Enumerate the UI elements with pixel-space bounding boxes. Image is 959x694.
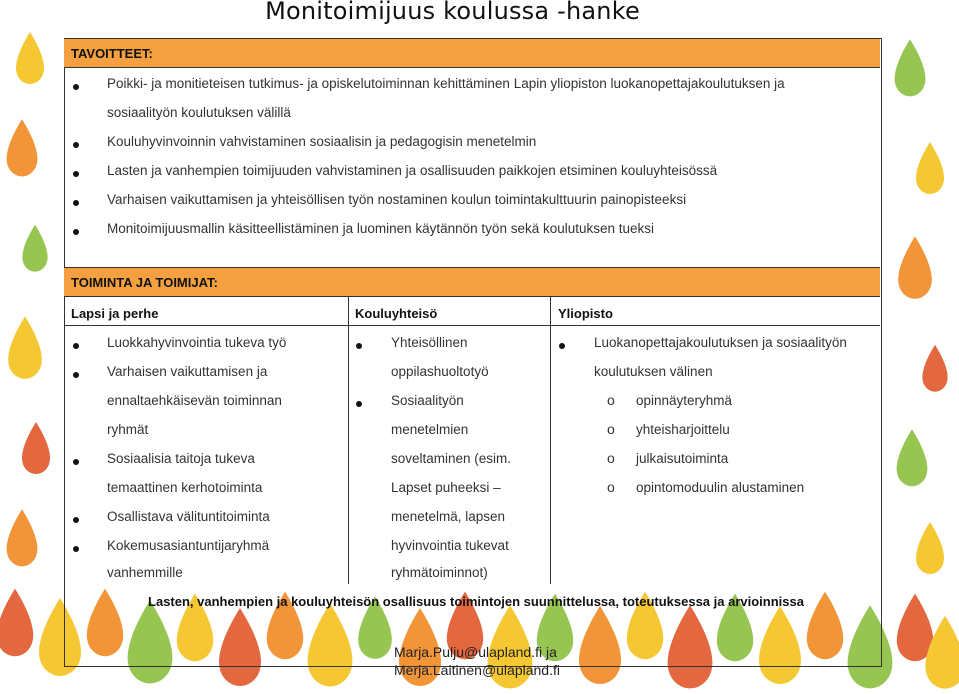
sub-item-text: yhteisharjoittelu xyxy=(636,422,730,437)
column-divider xyxy=(348,296,349,584)
column-text: Varhaisen vaikuttamisen ja xyxy=(107,364,268,379)
bullet-icon xyxy=(73,459,79,465)
bullet-icon xyxy=(73,171,79,177)
circle-bullet-icon: o xyxy=(607,450,615,466)
bullet-icon xyxy=(73,229,79,235)
bullet-icon xyxy=(73,200,79,206)
column-text: temaattinen kerhotoiminta xyxy=(107,480,263,495)
bullet-icon xyxy=(73,546,79,552)
footer-statement: Lasten, vanhempien ja kouluyhteisön osallisuus toimintojen suunnittelussa, toteutuksessa ja arvioinnissa xyxy=(148,594,804,609)
bullet-icon xyxy=(73,372,79,378)
column-header-yliopisto: Yliopisto xyxy=(558,306,613,321)
goals-header: TAVOITTEET: xyxy=(64,38,880,68)
sub-item-text: julkaisutoiminta xyxy=(636,451,729,466)
goal-text: sosiaalityön koulutuksen välillä xyxy=(107,105,291,120)
bullet-icon xyxy=(356,343,362,349)
column-text: Sosiaalityön xyxy=(391,393,464,408)
column-text: oppilashuoltotyö xyxy=(391,364,489,379)
sub-item-text: opinnäyteryhmä xyxy=(636,393,733,408)
circle-bullet-icon: o xyxy=(607,479,615,495)
column-text: ryhmät xyxy=(107,422,149,437)
column-text: ryhmätoiminnot) xyxy=(391,565,488,580)
circle-bullet-icon: o xyxy=(607,421,615,437)
column-header-kouluyhteiso: Kouluyhteisö xyxy=(355,306,438,321)
column-text: hyvinvointia tukevat xyxy=(391,538,509,553)
column-header-divider xyxy=(64,325,880,326)
activities-header: TOIMINTA JA TOIMIJAT: xyxy=(64,267,880,297)
page-title: Monitoimijuus koulussa -hanke xyxy=(265,0,640,25)
column-text: Sosiaalisia taitoja tukeva xyxy=(107,451,255,466)
column-text: Luokanopettajakoulutuksen ja sosiaalityön xyxy=(594,335,847,350)
column-header-lapsi: Lapsi ja perhe xyxy=(71,306,159,321)
column-text: Lapset puheeksi – xyxy=(391,480,501,495)
goal-text: Lasten ja vanhempien toimijuuden vahvistaminen ja osallisuuden paikkojen etsiminen kouluyhteisössä xyxy=(107,163,718,178)
sub-item-text: opintomoduulin alustaminen xyxy=(636,480,805,495)
bullet-icon xyxy=(73,142,79,148)
column-divider xyxy=(550,296,551,584)
contact-info xyxy=(394,643,560,679)
column-text: soveltaminen (esim. xyxy=(391,451,512,466)
goal-text: Monitoimijuusmallin käsitteellistäminen ja luominen käytännön työn sekä koulutuksen tueksi xyxy=(107,221,655,236)
column-text: vanhemmille xyxy=(107,565,183,580)
content-area xyxy=(64,38,882,678)
bullet-icon xyxy=(73,517,79,523)
goal-text: Poikki- ja monitieteisen tutkimus- ja opiskelutoiminnan kehittäminen Lapin yliopiston luokanopettajakoulutuksen ja xyxy=(107,76,785,91)
contact-line: Marja.Pulju@ulapland.fi ja xyxy=(394,644,557,660)
column-text: Osallistava välituntitoiminta xyxy=(107,509,270,524)
contact-line: Merja.Laitinen@ulapland.fi xyxy=(394,662,560,678)
bullet-icon xyxy=(559,343,565,349)
bullet-icon xyxy=(73,343,79,349)
bullet-icon xyxy=(356,401,362,407)
column-text: koulutuksen välinen xyxy=(594,364,713,379)
goal-text: Varhaisen vaikuttamisen ja yhteisöllisen työn nostaminen koulun toimintakulttuurin painopisteeksi xyxy=(107,192,687,207)
column-text: ennaltaehkäisevän toiminnan xyxy=(107,393,282,408)
goal-text: Kouluhyvinvoinnin vahvistaminen sosiaalisin ja pedagogisin menetelmin xyxy=(107,134,537,149)
column-text: Kokemusasiantuntijaryhmä xyxy=(107,538,270,553)
circle-bullet-icon: o xyxy=(607,392,615,408)
bullet-icon xyxy=(73,84,79,90)
column-text: Yhteisöllinen xyxy=(391,335,468,350)
column-text: menetelmä, lapsen xyxy=(391,509,506,524)
column-text: Luokkahyvinvointia tukeva työ xyxy=(107,335,287,350)
column-text: menetelmien xyxy=(391,422,469,437)
